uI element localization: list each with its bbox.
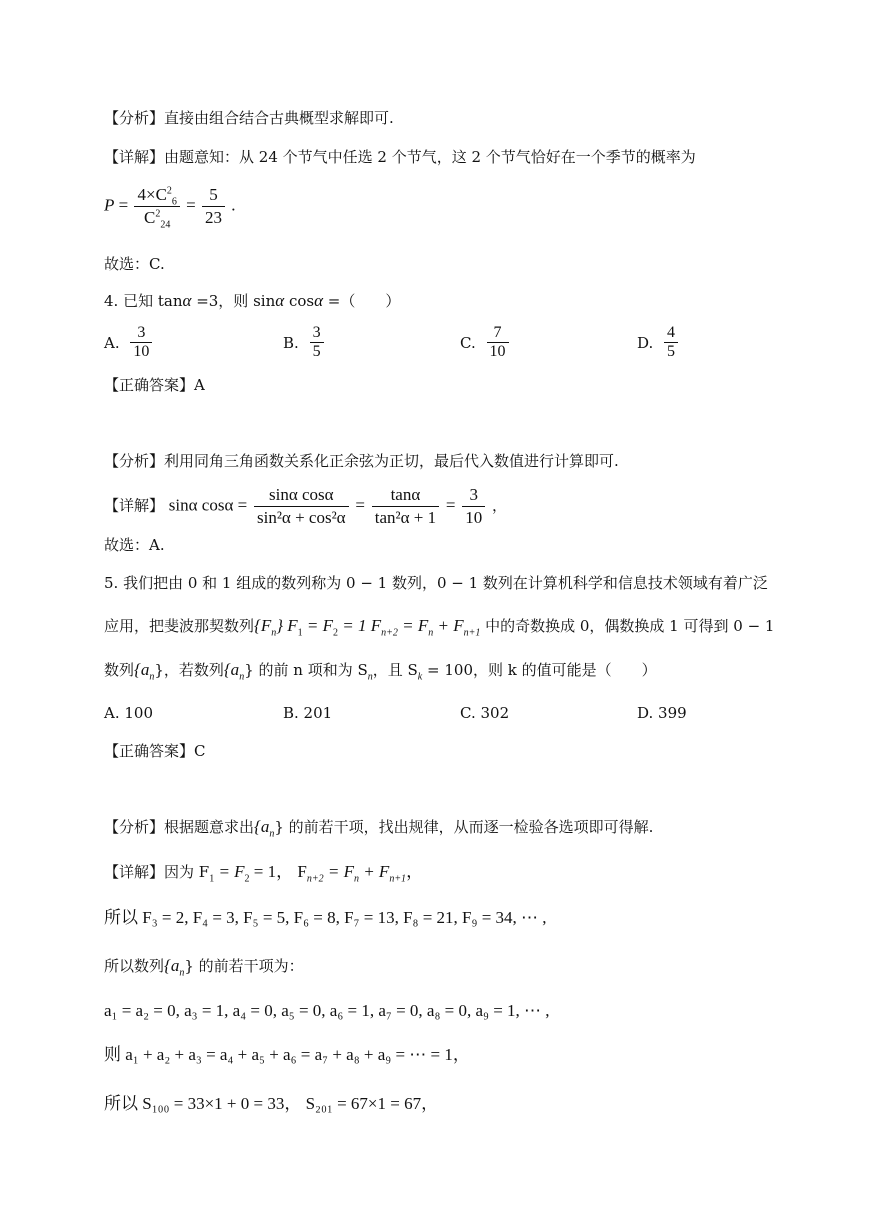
q5-option-b: B. 201	[283, 704, 333, 722]
q4-option-b: B. $\frac{3}{5}$	[283, 324, 324, 361]
q3-analysis: 【分析】直接由组合结合古典概型求解即可.	[104, 109, 394, 127]
q4-detail-fraction-3: $\frac{3}{10}$	[462, 484, 485, 529]
q4-stem: 4. 已知 tanα =3，则 sinα cosα =（ ）	[104, 291, 401, 310]
q5-stem-line-1: 5. 我们把由 0 和 1 组成的数列称为 0 − 1 数列，0 − 1 数列在计算机科学和信息技术领域有着广泛	[104, 574, 768, 592]
q3-fraction-1: $\frac{4\times C^2_6}{C^2_{24}}$	[134, 184, 179, 229]
q4-option-d: D. $\frac{4}{5}$	[637, 324, 678, 361]
q4-option-c: C. $\frac{7}{10}$	[460, 324, 509, 361]
q5-option-c: C. 302	[460, 704, 510, 722]
q3-choice: 故选：C.	[104, 255, 165, 273]
q3-formula: P = $\frac{4\times C^2_6}{C^2_{24}}$ = $\frac{5}{23}$ .	[104, 185, 236, 231]
q5-fibonacci-values: 所以 F₃ = 2, F₄ = 3, F₅ = 5, F₆ = 8, F₇ = 13, F₈ = 21, F₉ = 34, ⋯ ,	[104, 908, 547, 927]
q5-partial-sums: 所以 S₁₀₀ = 33×1 + 0 = 33， S₂₀₁ = 67×1 = 67，	[104, 1094, 439, 1113]
q5-option-d: D. 399	[637, 704, 687, 722]
q4-option-a: A. $\frac{3}{10}$	[104, 324, 152, 361]
q3-fraction-2: $\frac{5}{23}$	[202, 184, 225, 229]
q3-detail: 【详解】由题意知：从 24 个节气中任选 2 个节气，这 2 个节气恰好在一个季节的概率为	[104, 148, 696, 166]
q5-stem-line-3: 数列$\{a_n\}$，若数列$\{a_n\}$ 的前 n 项和为 $S_n$，且 $S_k = 100$，则 k 的值可能是（ ）	[104, 660, 657, 683]
q5-sequence-terms: a₁ = a₂ = 0, a₃ = 1, a₄ = 0, a₅ = 0, a₆ = 1, a₇ = 0, a₈ = 0, a₉ = 1, ⋯ ,	[104, 1001, 550, 1020]
q4-detail-fraction-1: $\frac{\text{sinα cosα}}{\text{sin²α + cos²α}}$	[254, 484, 349, 529]
q4-answer: 【正确答案】A	[104, 376, 205, 394]
q5-option-a: A. 100	[104, 704, 153, 722]
q4-analysis: 【分析】利用同角三角函数关系化正余弦为正切，最后代入数值进行计算即可.	[104, 452, 619, 470]
q4-detail: 【详解】 sinα cosα = $\frac{\text{sinα cosα}}{\text{sin²α + cos²α}}$ = $\frac{\tan\alpha}{\text{tan²α + 1}}$ = $\frac{3}{10}$ ，	[104, 485, 508, 527]
q5-answer: 【正确答案】C	[104, 742, 206, 760]
q5-detail: 【详解】因为 $F_1 = F_2 = 1$， $F_{n+2} = F_n + F_{n+1}$，	[104, 862, 424, 885]
q5-sum-pattern: 则 a₁ + a₂ + a₃ = a₄ + a₅ + a₆ = a₇ + a₈ + a₉ = ⋯ = 1，	[104, 1045, 470, 1064]
q5-sequence-intro: 所以数列$\{a_n\}$ 的前若干项为：	[104, 956, 304, 979]
q5-stem-line-2: 应用，把斐波那契数列$\{F_n\} F_1 = F_2 = 1$ $F_{n+2} = F_n + F_{n+1}$ 中的奇数换成 0，偶数换成 1 可得到 0 − 1	[104, 616, 775, 639]
q5-analysis: 【分析】根据题意求出$\{a_n\}$ 的前若干项，找出规律，从而逐一检验各选项即可得解.	[104, 817, 654, 840]
q4-detail-fraction-2: $\frac{\tan\alpha}{\text{tan²α + 1}}$	[372, 484, 439, 529]
q4-choice: 故选：A.	[104, 536, 165, 554]
